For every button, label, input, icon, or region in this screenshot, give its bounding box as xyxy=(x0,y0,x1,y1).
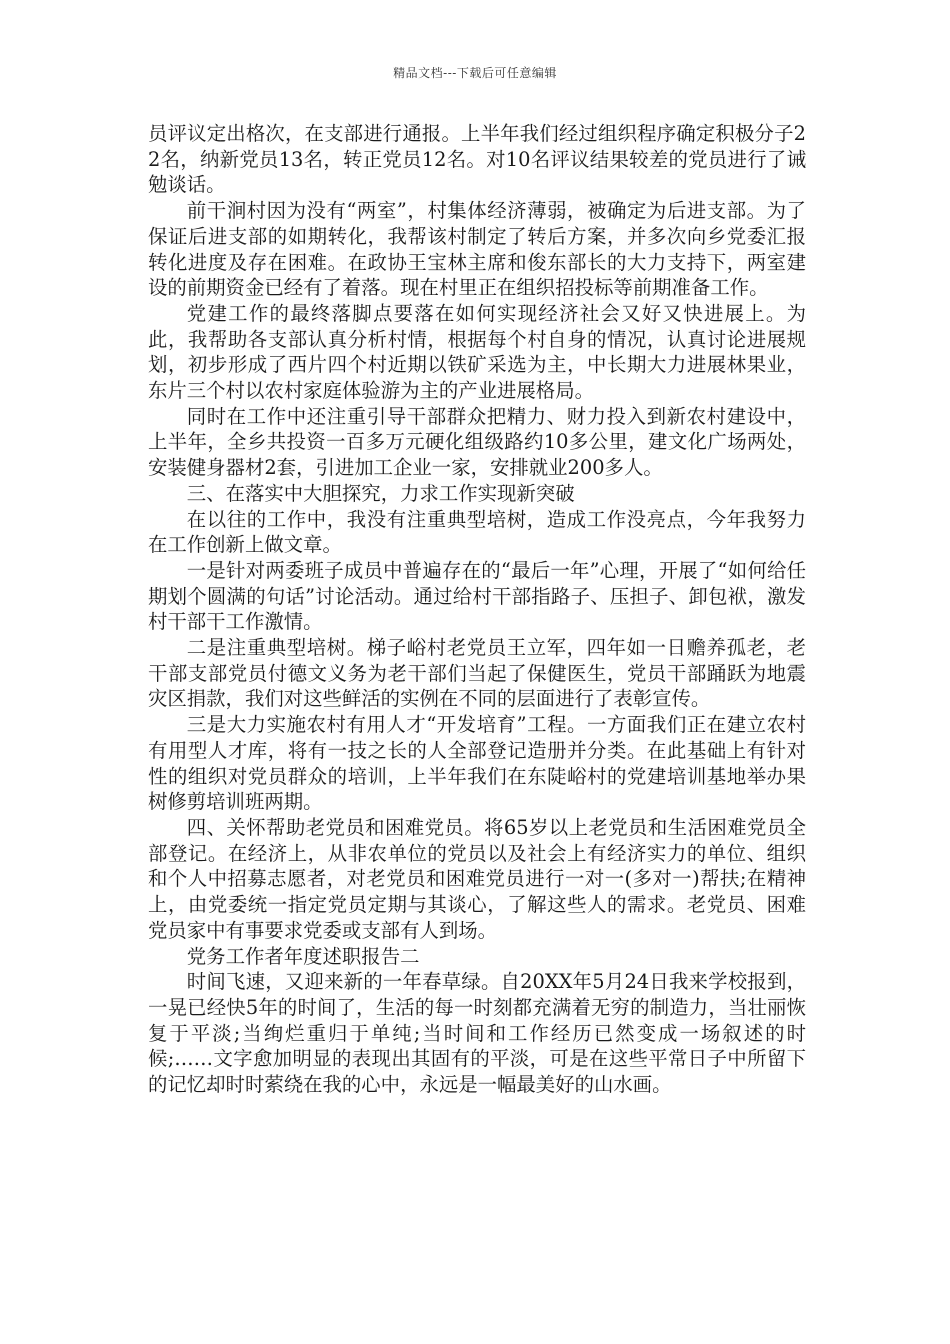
document-body xyxy=(148,121,806,1098)
paragraph: 时间飞速，又迎来新的一年春草绿。自20XX年5月24日我来学校报到，一晃已经快5年的时间了，生活的每一时刻都充满着无穷的制造力，当壮丽恢复于平淡;当绚烂重归于单纯;当时间和工作经历已然变成一场叙述的时候;……文字愈加明显的表现出其固有的平淡，可是在这些平常日子中所留下的记忆却时时萦绕在我的心中，永远是一幅最美好的山水画。 xyxy=(148,970,806,1097)
paragraph: 四、关怀帮助老党员和困难党员。将65岁以上老党员和生活困难党员全部登记。在经济上，从非农单位的党员以及社会上有经济实力的单位、组织和个人中招募志愿者，对老党员和困难党员进行一对一(多对一)帮扶;在精神上，由党委统一指定党员定期与其谈心，了解这些人的需求。老党员、困难党员家中有事要求党委或支部有人到场。 xyxy=(148,815,806,942)
paragraph: 前干涧村因为没有“两室”，村集体经济薄弱，被确定为后进支部。为了保证后进支部的如期转化，我帮该村制定了转后方案，并多次向乡党委汇报转化进度及存在困难。在政协王宝林主席和俊东部长的大力支持下，两室建设的前期资金已经有了着落。现在村里正在组织招投标等前期准备工作。 xyxy=(148,199,806,300)
paragraph: 同时在工作中还注重引导干部群众把精力、财力投入到新农村建设中，上半年，全乡共投资一百多万元硬化组级路约10多公里，建文化广场两处，安装健身器材2套，引进加工企业一家，安排就业200多人。 xyxy=(148,404,806,480)
report-title: 党务工作者年度述职报告二 xyxy=(186,944,420,968)
paragraph: 党建工作的最终落脚点要落在如何实现经济社会又好又快进展上。为此，我帮助各支部认真分析村情，根据每个村自身的情况，认真讨论进展规划，初步形成了西片四个村近期以铁矿采选为主，中长期大力进展林果业，东片三个村以农村家庭体验游为主的产业进展格局。 xyxy=(148,301,806,403)
paragraph: 一是针对两委班子成员中普遍存在的“最后一年”心理，开展了“如何给任期划个圆满的句话”讨论活动。通过给村干部指路子、压担子、卸包袱，激发村干部干工作激情。 xyxy=(148,558,806,634)
paragraph: 在以往的工作中，我没有注重典型培树，造成工作没亮点，今年我努力在工作创新上做文章。 xyxy=(148,507,806,557)
paragraph: 二是注重典型培树。梯子峪村老党员王立军，四年如一日赡养孤老，老干部支部党员付德文义务为老干部们当起了保健医生，党员干部踊跃为地震灾区捐款，我们对这些鲜活的实例在不同的层面进行了表彰宣传。 xyxy=(148,636,806,711)
paragraph: 员评议定出格次，在支部进行通报。上半年我们经过组织程序确定积极分子22名，纳新党员13名，转正党员12名。对10名评议结果较差的党员进行了诫勉谈话。 xyxy=(148,122,806,197)
section-heading: 三、在落实中大胆探究，力求工作实现新突破 xyxy=(186,481,575,505)
page-header: 精品文档---下载后可任意编辑 xyxy=(393,66,557,80)
paragraph: 三是大力实施农村有用人才“开发培育”工程。一方面我们正在建立农村有用型人才库，将有一技之长的人全部登记造册并分类。在此基础上有针对性的组织对党员群众的培训，上半年我们在东陡峪村的党建培训基地举办果树修剪培训班两期。 xyxy=(148,713,806,814)
